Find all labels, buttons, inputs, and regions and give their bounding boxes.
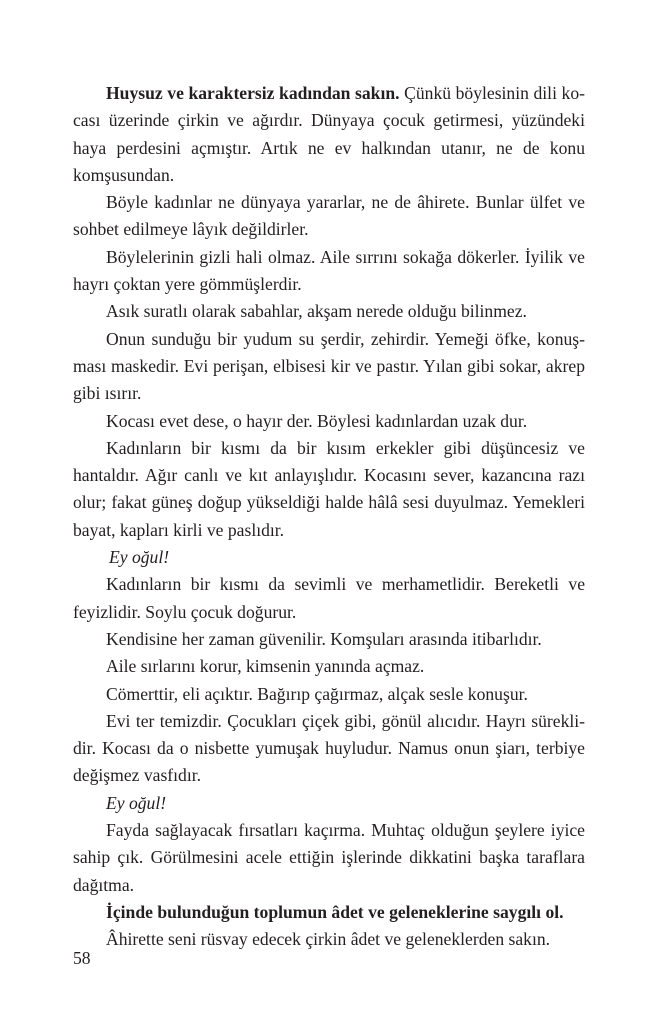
paragraph [73,80,585,189]
paragraph-text: Çünkü böylesinin dili kocası üzerinde çirkin ve ağırdır. Dünyaya çocuk getirmesi, yüzündeki haya perdesini açmıştır. Artık ne ev halkından utanır, ne de konu komşusundan. [73,83,585,185]
paragraph: Böylelerinin gizli hali olmaz. Aile sırrını sokağa dökerler. İyilik ve hayrı çoktan yere gömmüşlerdir. [73,246,585,295]
italic-exclamation: Ey oğul! [106,792,167,813]
paragraph: Fayda sağlayacak fırsatları kaçırma. Muhtaç olduğun şeylere iyice sahip çık. Görülmesini acele ettiğin işlerinde dikkatini başka taraflara dağıtma. [73,820,585,895]
page-number: 58 [73,948,91,968]
paragraph: Âhirette seni rüsvay edecek çirkin âdet ve geleneklerden sakın. [106,929,551,950]
italic-exclamation: Ey oğul! [109,547,170,568]
paragraph: Kadınların bir kısmı da bir kısım erkekler gibi düşüncesiz ve hantaldır. Ağır canlı ve kıt anlayışlıdır. Kocasını sever, kazancına razı olur; fakat güneş doğup yükseldiği halde hâlâ sesi duyulmaz. Yemekleri bayat, kapları kirli ve paslıdır. [73,437,585,540]
paragraph: Böyle kadınlar ne dünyaya yararlar, ne de âhirete. Bunlar ülfet ve sohbet edilmeye lâyık değildirler. [73,192,585,240]
paragraph: Onun sunduğu bir yudum su şerdir, zehirdir. Yemeği öfke, konuşması maskedir. Evi perişan, elbisesi kir ve pastır. Yılan gibi sokar, akrep gibi ısırır. [73,328,585,404]
paragraph: Evi ter temizdir. Çocukları çiçek gibi, gönül alıcıdır. Hayrı süreklidir. Kocası da o nisbette yumuşak huyludur. Namus onun şiarı, terbiye değişmez vasfıdır. [73,710,585,786]
bold-heading-paragraph: İçinde bulunduğun toplumun âdet ve geleneklerine saygılı ol. [106,901,564,922]
bold-heading-text: Huysuz ve karaktersiz kadından sakın. [106,83,400,103]
paragraph: Kadınların bir kısmı da sevimli ve merhametlidir. Bereketli ve feyizlidir. Soylu çocuk doğurur. [73,574,585,622]
paragraph: Aile sırlarını korur, kimsenin yanında açmaz. [106,656,425,677]
paragraph: Kocası evet dese, o hayır der. Böylesi kadınlardan uzak dur. [106,410,528,431]
paragraph: Kendisine her zaman güvenilir. Komşuları arasında itibarlıdır. [106,628,542,649]
paragraph: Cömerttir, eli açıktır. Bağırıp çağırmaz, alçak sesle konuşur. [106,683,528,704]
book-page-body [73,80,585,954]
paragraph: Asık suratlı olarak sabahlar, akşam nerede olduğu bilinmez. [106,301,527,322]
